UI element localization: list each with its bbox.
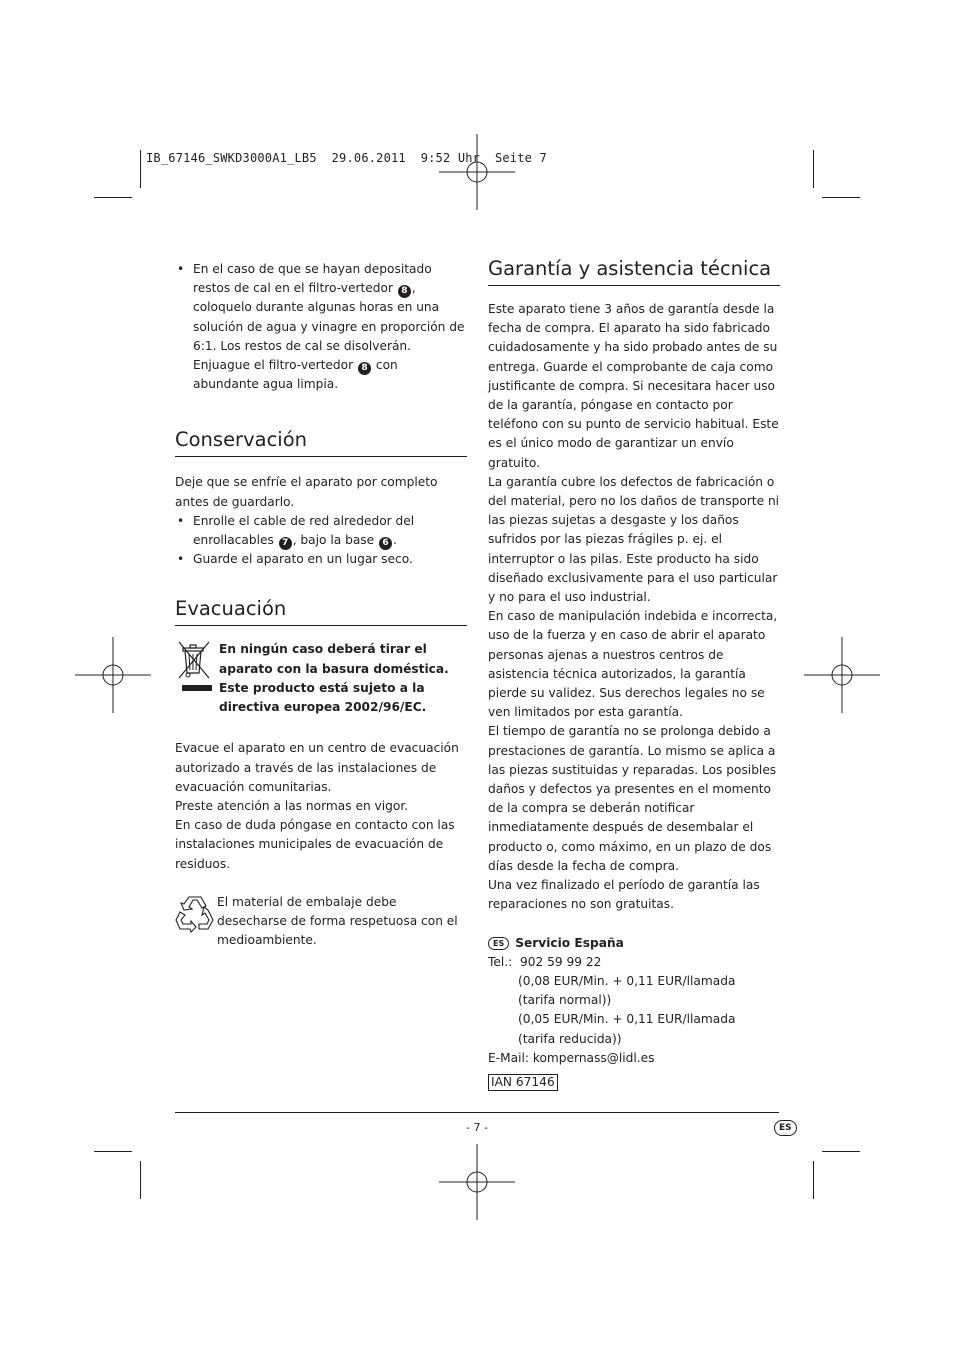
left-column	[175, 260, 467, 950]
language-badge: ES	[774, 1120, 797, 1136]
recycle-icon	[175, 893, 215, 933]
service-email: E-Mail: kompernass@lidl.es	[488, 1050, 655, 1065]
service-title: Servicio España	[515, 935, 624, 950]
crop-mark	[822, 1151, 860, 1152]
right-column	[488, 256, 780, 1092]
rate-line: (0,05 EUR/Min. + 0,11 EUR/llamada	[518, 1012, 736, 1027]
footer-divider	[175, 1112, 779, 1113]
conservacion-bullet-2: • Guarde el aparato en un lugar seco.	[175, 550, 467, 569]
crop-mark	[140, 150, 141, 188]
crop-mark	[813, 1161, 814, 1199]
section-heading-garantia: Garantía y asistencia técnica	[488, 256, 780, 286]
print-slug: IB_67146_SWKD3000A1_LB5 29.06.2011 9:52 Uhr Seite 7	[146, 151, 547, 165]
conservacion-paragraph: Deje que se enfríe el aparato por completo antes de guardarlo.	[175, 475, 438, 509]
registration-mark-icon	[439, 1144, 515, 1220]
country-badge: ES	[488, 937, 509, 950]
crop-mark	[94, 197, 132, 198]
registration-mark-icon	[75, 637, 151, 713]
ian-box: IAN 67146	[488, 1074, 558, 1091]
part-number-badge: 6	[379, 537, 392, 550]
service-contact	[488, 934, 780, 1093]
garantia-paragraph: Este aparato tiene 3 años de garantía desde la fecha de compra. El aparato ha sido fabricado cuidadosamente y ha sido probado antes de su entrega. Guarde el comprobante de caja como justificante de compra. Si necesitara hacer uso de la garantía, póngase en contacto por teléfono con su punto de servicio habitual. Este es el único modo de garantizar un envío gratuito.	[488, 302, 779, 470]
bullet-text: En el caso de que se hayan depositado restos de cal en el filtro-vertedor	[193, 262, 432, 296]
garantia-paragraph: La garantía cubre los defectos de fabricación o del material, pero no los daños de transporte ni las piezas sujetas a desgaste y los daños sufridos por las piezas frágiles p. ej. el interruptor o las pilas. Este producto ha sido diseñado exclusivamente para el uso particular y no para el uso industrial.	[488, 474, 780, 605]
evacuacion-paragraph: Evacue el aparato en un centro de evacuación autorizado a través de las instalaciones de evacuación comunitarias.	[175, 741, 459, 794]
registration-mark-icon	[439, 134, 515, 210]
service-title-line	[488, 934, 780, 953]
registration-mark-icon	[804, 637, 880, 713]
rate-line: (tarifa normal))	[518, 993, 612, 1008]
crop-mark	[140, 1161, 141, 1199]
tel-number: 902 59 99 22	[520, 954, 602, 969]
rate-line: (0,08 EUR/Min. + 0,11 EUR/llamada	[518, 973, 736, 988]
section-heading-evacuacion: Evacuación	[175, 596, 467, 626]
garantia-paragraph: En caso de manipulación indebida e incorrecta, uso de la fuerza y en caso de abrir el aparato personas ajenas a nuestros centros de asistencia técnica autorizados, la garantía pierde su validez. Sus derechos legales no se ven limitados por esta garantía.	[488, 609, 778, 720]
part-number-badge: 8	[398, 285, 411, 298]
crop-mark	[822, 197, 860, 198]
crop-mark	[94, 1151, 132, 1152]
part-number-badge: 8	[358, 362, 371, 375]
bullet-text: con abundante agua limpia.	[193, 358, 398, 392]
garantia-paragraph: El tiempo de garantía no se prolonga debido a prestaciones de garantía. Lo mismo se aplica a las piezas sustituidas y reparadas. Los posibles daños y defectos ya presentes en el momento de la compra se deberán notificar inmediatamente después de desembalar el producto o, como máximo, en un plazo de dos días desde la fecha de compra.	[488, 724, 777, 873]
disposal-warning-text: En ningún caso deberá tirar el aparato con la basura doméstica. Este producto está sujeto a la directiva europea 2002/96/EC.	[219, 642, 449, 715]
evacuacion-paragraph: En caso de duda póngase en contacto con las instalaciones municipales de evacuación de residuos.	[175, 818, 455, 871]
tel-label: Tel.:	[488, 954, 513, 969]
service-tel-line	[488, 953, 780, 972]
bullet-text: , coloquelo durante algunas horas en una solución de agua y vinagre en proporción de 6:1. Los restos de cal se disolverán. Enjuague el filtro-vertedor	[193, 281, 465, 373]
evacuacion-paragraph: Preste atención a las normas en vigor.	[175, 799, 409, 814]
part-number-badge: 7	[279, 537, 292, 550]
conservacion-bullet-1	[175, 512, 467, 550]
bullet-text: , bajo la base	[292, 533, 375, 548]
recycle-note	[175, 893, 467, 951]
crop-mark	[813, 150, 814, 188]
garantia-paragraph: Una vez finalizado el período de garantía las reparaciones no son gratuitas.	[488, 878, 760, 912]
bullet-text: .	[393, 533, 397, 548]
section-heading-conservacion: Conservación	[175, 427, 467, 457]
intro-bullet	[175, 260, 467, 394]
rate-line: (tarifa reducida))	[518, 1031, 622, 1046]
bullet-text: Enrolle el cable de red alrededor del enrollacables	[193, 513, 415, 548]
page-number: - 7 -	[466, 1121, 488, 1134]
crossed-bin-icon	[175, 640, 213, 696]
recycle-text: El material de embalaje debe desecharse de forma respetuosa con el medioambiente.	[217, 894, 458, 948]
disposal-warning	[175, 640, 467, 720]
